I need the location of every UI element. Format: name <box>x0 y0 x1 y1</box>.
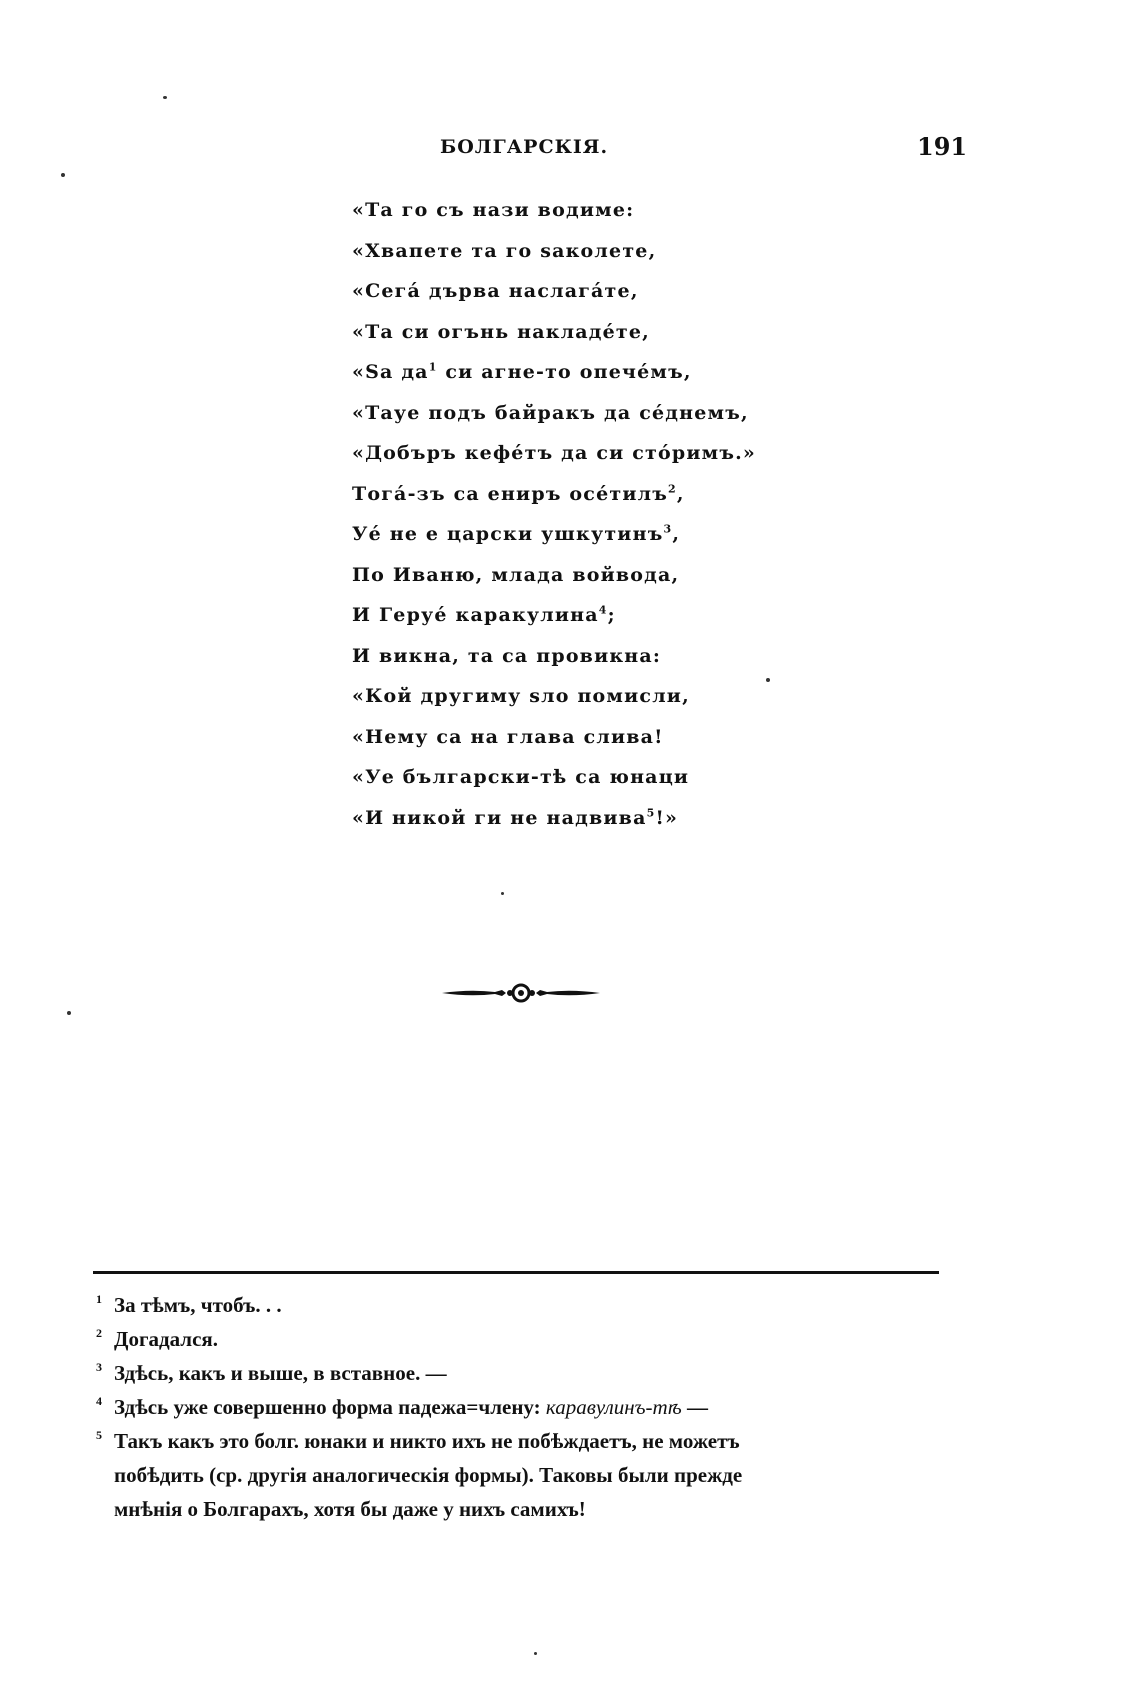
footnote <box>96 1424 956 1526</box>
verse-line: «Нему са на глава слива! <box>352 725 664 748</box>
footnote-number: 1 <box>96 1292 102 1306</box>
footnote-number: 2 <box>96 1326 102 1340</box>
verse-line: И викна, та са провикна: <box>352 644 662 667</box>
verse-line: Тогá-зъ са ениръ осéтилъ$^2$, <box>352 482 685 505</box>
footnote-marker: 3 <box>663 522 673 536</box>
verse-line: «Та си огънь накладéте, <box>352 320 650 343</box>
footnote-number: 4 <box>96 1394 102 1408</box>
print-speck <box>766 678 770 682</box>
footnote-line: побѣдить (ср. другія аналогическія формы). Таковы были прежде <box>114 1463 743 1487</box>
verse-line: «Тауе подъ байракъ да сéднемъ, <box>352 401 749 424</box>
footnote <box>96 1288 956 1322</box>
footnote-number: 5 <box>96 1428 102 1442</box>
ornament-divider <box>440 980 602 1006</box>
verse-line: И Геруé каракулина$^4$; <box>352 603 616 626</box>
footnote <box>96 1356 956 1390</box>
footnote-marker: 2 <box>668 482 677 496</box>
footnote-text <box>114 1390 956 1424</box>
print-speck <box>61 173 65 177</box>
print-speck <box>534 1652 537 1655</box>
footnote-text <box>114 1424 956 1526</box>
verse-line: Уé не е царски ушкутинъ$^3$, <box>352 522 681 545</box>
footnote-text: Здѣсь, какъ и выше, в вставное. — <box>114 1361 447 1385</box>
verse-line: «Сегá дърва наслагáте, <box>352 280 639 302</box>
footnote-text-main: Здѣсь уже совершенно форма падежа=члену: <box>114 1395 541 1419</box>
verse-line: «Ѕа $да^1$ си агне-то опечéмъ, <box>352 360 692 383</box>
print-speck <box>501 892 504 895</box>
verse-line: «Уе български-тѣ са юнаци <box>352 766 690 788</box>
footnote-line: мнѣнія о Болгарахъ, хотя бы даже у нихъ самихъ! <box>114 1497 586 1521</box>
footnote-text-tail: — <box>681 1395 708 1419</box>
print-speck <box>67 1011 71 1015</box>
print-speck <box>163 96 167 99</box>
footnote-number: 3 <box>96 1360 102 1374</box>
footnote-text: Догадался. <box>114 1327 219 1351</box>
footnote-marker: 1 <box>428 360 438 374</box>
footnote-marker: 4 <box>598 603 608 617</box>
footnotes <box>96 1288 956 1526</box>
footnote <box>96 1390 956 1424</box>
footnote-text: За тѣмъ, чтобъ. . . <box>114 1293 282 1317</box>
footnote-line: Такъ какъ это болг. юнаки и никто ихъ не побѣждаетъ, не можетъ <box>114 1429 740 1453</box>
footnote <box>96 1322 956 1356</box>
verse-line: «Та го съ нази водиме: <box>352 199 635 221</box>
running-head: БОЛГАРСКІЯ. <box>440 136 609 158</box>
poem-verse <box>352 190 792 838</box>
verse-line: «Добъръ кефéтъ да си стóримъ.» <box>352 442 756 464</box>
verse-line: «Хвапете та го ѕаколете, <box>352 239 657 262</box>
footnote-italic-term: каравулинъ-тѣ <box>545 1395 682 1419</box>
verse-line: «И никой ги не надвива$^5$!» <box>352 806 679 829</box>
footnote-marker: 5 <box>646 806 656 820</box>
verse-line: «Кой другиму ѕло помисли, <box>352 685 690 707</box>
page-number: 191 <box>917 132 968 161</box>
footnote-rule <box>93 1271 939 1274</box>
verse-line: По Иваню, млада войвода, <box>352 563 680 586</box>
